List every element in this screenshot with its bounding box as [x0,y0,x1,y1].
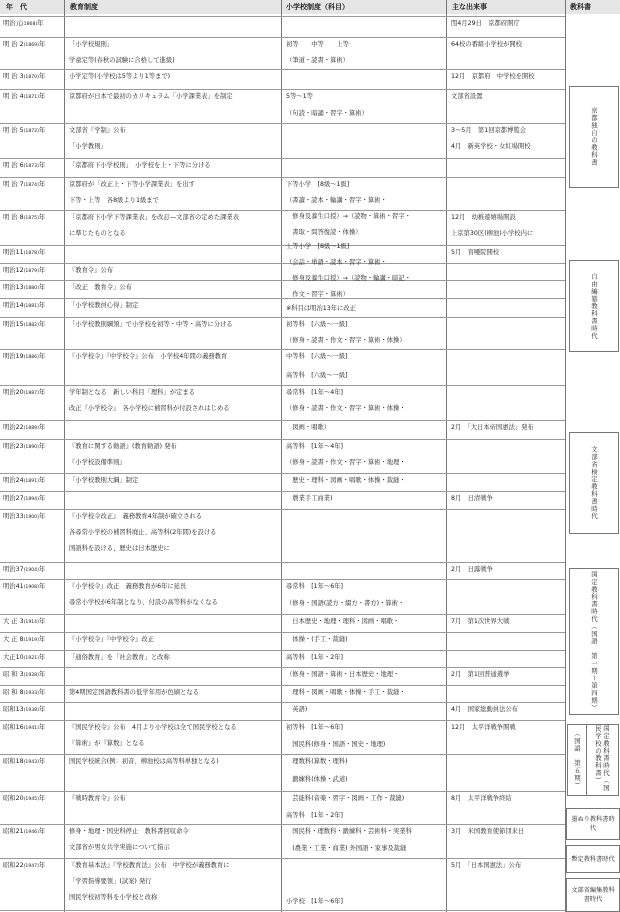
era-suffix: 年 [38,654,46,661]
event-text: 3〜5月 第1回京都博覧会 [451,127,526,134]
row-divider [0,824,565,825]
era-cell [3,284,45,293]
era-name: 明 治 7 [3,181,24,188]
education-text: 『算術』が『算数』となる [69,740,145,747]
shogakko-text: 高等科 [1年・2年] [286,654,344,661]
era-cell [3,162,45,171]
era-name: 明 治 4 [3,93,24,100]
era-cell [3,127,45,136]
era-year: (1941) [23,726,39,731]
era-year: (1947) [23,864,39,869]
header-kyoiku: 教育制度 [70,0,270,14]
era-name: 昭和20 [3,795,24,802]
education-text: 『小学校令』『中学校令』改正 [69,636,155,643]
era-year: (1871) [23,95,39,100]
era-name: 明 治 8 [3,214,24,221]
era-cell [3,654,45,663]
row-divider [0,858,565,859]
era-name: 明治20 [3,389,24,396]
event-text: 5月 「日本国憲法」公布 [451,862,522,869]
era-year: (1874) [23,183,39,188]
era-suffix: 年 [38,424,46,431]
education-text: 「通俗教育」を「社会教育」と改称 [69,654,170,661]
era-year: (1887) [23,391,39,396]
row-divider [0,245,565,246]
shogakko-text: （句読・暗誦・習字・算術） [286,110,368,117]
education-text: 『教育に関する勅語』(教育勅語) 発布 [69,443,177,450]
era-year: (1881) [23,304,39,309]
shogakko-text: （修身・国語(読方・綴方・書方)・算術・ [286,600,405,607]
education-text: 国語科を設ける、歴史は日本歴史に [69,545,170,552]
column-divider [64,0,65,912]
education-text: 「小学教則」 [69,143,107,150]
era-suffix: 年 [38,795,46,802]
shogakko-text: 上等小学 [8級〜1級] [286,243,350,250]
era-year: (1904) [23,568,39,573]
education-text: 『国民学校令』公布 4月より小学校は全て国民学校となる [69,724,237,731]
era-suffix: 年 [38,583,46,590]
textbook-era-label: 暫定教科書時代 [571,855,615,863]
era-name: 昭和13 [3,706,24,713]
era-cell [3,724,45,733]
era-suffix: 年 [38,214,46,221]
era-suffix: 年 [38,284,46,291]
shogakko-text: （修身・読書・作文・習字・算術・地理・ [286,459,406,466]
era-suffix: 年 [38,73,46,80]
row-divider [0,702,565,703]
era-name: 明治19 [3,353,24,360]
event-text: 2月 「大日本帝国憲法」発布 [451,424,534,431]
shogakko-text: （修身・読書・作文・習字・算術・体操） [286,337,406,344]
education-text: 『教育基本法』『学校教育法』公布 中学校が義務教育に [69,862,230,869]
shogakko-text: 芸能科(音楽・習字・図画・工作・裁縫) [286,795,405,802]
era-cell [3,671,45,680]
era-name: 明治37 [3,566,24,573]
era-cell [3,758,45,767]
shogakko-text: 書取・問答復読・体操） [286,229,362,236]
era-suffix: 年 [38,724,46,731]
era-cell [3,267,45,276]
era-year: (1880) [23,286,39,291]
era-cell [3,689,45,698]
textbook-era-label: 国定教科書時代（国語 第一期〜第四期） [590,571,598,712]
education-text: 改正『小学校令』 各小学校に補習科が付設されはじめる [69,405,230,412]
shogakko-text: （修身・読書・作文・習字・算術・体操・ [286,405,406,412]
era-cell [3,477,45,486]
row-divider [0,69,565,70]
era-suffix: 年 [38,689,46,696]
shogakko-text: 体操・(手工・裁縫) [286,636,348,643]
shogakko-text: （筆道・読書・算術） [286,57,349,64]
era-cell [3,618,45,627]
shogakko-text: 農業手工商業) [286,495,333,502]
shogakko-text: 高等科 [1年〜4年] [286,443,344,450]
era-name: 明治33 [3,513,24,520]
row-divider [0,509,565,510]
era-year: (1875) [23,216,39,221]
education-text: 「京都府下小学下等課業表」を改訂―文部省の定めた課業表 [69,214,240,221]
row-divider [0,720,565,721]
shogakko-text: 英語) [286,706,308,713]
education-text: 『小学校設備準則』 [69,459,126,466]
shogakko-text: 5等〜1等 [286,93,313,100]
era-year: (1908) [23,585,39,590]
shogakko-text: 初等科 [六級〜一級] [286,321,348,328]
shogakko-text: （書讀・読本・輪講・習字・算術・ [286,197,387,204]
education-text: 「小学校規則」 [69,41,114,48]
row-divider [0,420,565,421]
row-divider [0,263,565,264]
era-year: (1889) [23,426,39,431]
shogakko-text: 高等科 [1年・2年] [286,812,344,819]
shogakko-text: 鍛練科(体操・武道) [286,776,348,783]
era-year: (1870) [23,75,39,80]
row-divider [0,349,565,350]
era-name: 明治13 [3,284,24,291]
era-cell [3,353,45,362]
textbook-era-label: 国定教科書時代（国民学校の教科書） [594,725,610,792]
table-bottom [0,910,565,911]
era-cell [3,583,45,592]
era-year: (1886) [23,355,39,360]
education-text: 「学習指導要領」(試案) 発行 [69,878,152,885]
education-text: 『戦時教育令』公布 [69,795,126,802]
row-divider [0,473,565,474]
era-name: 昭 和 3 [3,671,24,678]
era-cell [3,41,45,50]
textbook-era-box [569,568,619,715]
era-year: (1919) [23,638,39,643]
education-text: 学童定等(春秋の試験に合格して進級) [69,57,175,64]
shogakko-text: 小学校 [1年〜6年] [286,898,344,905]
education-text: 学年制となる 新しい科目「理科」が定まる [69,389,195,396]
row-divider [0,650,565,651]
event-text: 3月 米国教育使節団来日 [451,828,525,835]
era-cell [3,302,45,311]
textbook-era-label: （国語 第五期） [573,730,581,790]
education-text: 京都府が日本で最初のカリキュラム「小学課業表」を制定 [69,93,233,100]
row-divider [0,280,565,281]
textbook-era-box [569,432,619,534]
shogakko-text: 日本歴史・地理・理科・図画・唱歌・ [286,618,400,625]
textbook-era-box [569,260,619,352]
row-divider [0,754,565,755]
row-divider [0,385,565,386]
era-name: 明 治 5 [3,127,24,134]
era-year: (1933) [23,691,39,696]
era-cell [3,706,45,715]
shogakko-text: 修身及養生口授）→（読物・算術・習字・ [286,213,411,220]
row-divider [0,439,565,440]
education-text: 第4期国定国語教科書の低学年用が色刷となる [69,689,199,696]
era-cell [3,828,45,837]
shogakko-text: 下等小学 [8級〜1級] [286,181,350,188]
shogakko-text: 歴史・理科・図画・唱歌・体操・裁縫・ [286,477,406,484]
header-dekigoto: 主な出来事 [452,0,562,14]
textbook-era-label: 京都独自の教科書 [590,107,598,167]
event-text: 12月 幼稚遊嬉場開設 [451,214,516,221]
textbook-era-box [566,878,620,912]
row-divider [0,123,565,124]
shogakko-text: 国民科・理数科・鍛練科・芸術科・実業科 [286,828,412,835]
era-name: 明治14 [3,302,24,309]
era-name: 大正10 [3,654,24,661]
row-divider [0,491,565,492]
era-year: (1894) [23,497,39,502]
education-text: に準じたものとなる [69,230,126,237]
shogakko-text: 修身及養生口授）→（読物・輪講・暗記・ [286,275,411,282]
era-suffix: 年 [38,618,46,625]
shogakko-text: 図画・唱歌） [286,424,331,431]
education-text: 小学定等(小学校は5等より1等まで) [69,73,171,80]
shogakko-text: 尋常科 [1年〜6年] [286,583,344,590]
education-text: 京都府が「改正上・下等小学課業表」を出す [69,181,195,188]
event-text: 上京第30区(柳池)小学校内に [451,230,534,237]
era-cell [3,214,45,223]
era-year: (1900) [23,515,39,520]
education-text: 『小学校令』改正 義務教育が6年に延長 [69,583,187,590]
era-suffix: 年 [38,267,46,274]
education-text: 下等・上等 各8級より1級まで [69,197,159,204]
era-suffix: 年 [38,566,46,573]
education-text: 「改正 教育令」公布 [69,284,132,291]
education-text: 「京都府下小学校則」 小学校を上・下等に分ける [69,162,211,169]
row-divider [0,579,565,580]
era-name: 大 正 8 [3,636,24,643]
event-text: 12月 京都府 中学校を開校 [451,73,535,80]
era-name: 明 治 2 [3,41,24,48]
era-name: 明治12 [3,267,24,274]
event-text: 7月 第1次世界大戦 [451,618,510,625]
era-year: (1873) [23,164,39,169]
era-suffix: 年 [38,706,46,713]
header-kyokasho: 教科書 [570,0,618,14]
era-cell [3,321,45,330]
row-divider [0,317,565,318]
era-cell [3,495,45,504]
era-suffix: 年 [37,20,44,27]
column-divider [281,0,282,912]
shogakko-text: 尋常科 [1年〜4年] [286,389,344,396]
event-text: 5月 盲唖院開校 [451,249,500,256]
era-year: (1946) [23,830,39,835]
education-text: 『教育令』公布 [69,267,114,274]
event-text: 8月 太平洋戦争終結 [451,795,512,802]
column-divider [446,0,447,912]
era-suffix: 年 [38,443,46,450]
event-text: 12月 太平洋戦争開戦 [451,724,516,731]
event-text: 閏4月29日 京都府開庁 [451,20,520,27]
era-cell [3,389,45,398]
era-cell [3,20,43,29]
shogakko-text: 作文・習字・算術） [286,291,349,298]
era-suffix: 年 [38,302,46,309]
era-year: (1879) [23,269,39,274]
row-divider [0,667,565,668]
event-text: 2月 日露戦争 [451,566,493,573]
row-divider [0,177,565,178]
row-divider [0,632,565,633]
shogakko-text: 理科・図画・唱歌・体操・手工・裁縫・ [286,689,406,696]
row-divider [0,298,565,299]
era-name: 昭和22 [3,862,24,869]
era-cell [3,424,45,433]
event-text: 4月 国家総動員法公布 [451,706,518,713]
era-year: (1868) [21,22,38,27]
event-text: 2月 第1回普通選挙 [451,671,510,678]
textbook-era-box [567,724,587,796]
era-cell [3,249,45,258]
era-suffix: 年 [38,389,46,396]
era-year: (1938) [23,708,39,713]
textbook-era-box [566,808,620,840]
era-name: 昭 和 8 [3,689,24,696]
row-divider [0,158,565,159]
era-year: (1872) [23,129,39,134]
row-divider [0,210,565,211]
textbook-era-label: 文部省検定教科書時代 [590,446,598,520]
era-cell [3,862,45,871]
row-divider [0,562,565,563]
era-name: 明治11 [3,249,24,256]
shogakko-text: 中等科 [六級〜一級] [286,353,348,360]
era-year: (1890) [23,445,39,450]
era-suffix: 年 [38,862,46,869]
event-text: 文部省設置 [451,93,483,100]
shogakko-text: 高等科 [六級〜一級] [286,372,348,379]
era-cell [3,181,45,190]
shogakko-text: （修身・国語・算術・日本歴史・地理・ [286,671,400,678]
textbook-era-box [566,845,620,873]
era-name: 明治27 [3,495,24,502]
education-text: 「小学校教則大綱」制定 [69,477,139,484]
shogakko-text: 国民科(修身・国語・国史・地理) [286,741,386,748]
education-text: 『小学校令改正』 義務教育4年制が確立される [69,513,203,520]
education-text: 各尋常小学校の補習科廃止、高等科(2年間)を設ける [69,529,217,536]
era-suffix: 年 [38,671,46,678]
era-name: 明治41 [3,583,24,590]
era-suffix: 年 [38,495,46,502]
textbook-era-box [585,724,619,796]
era-year: (1869) [23,43,39,48]
era-suffix: 年 [38,477,46,484]
shogakko-text: 初等科 [1年〜6年] [286,724,344,731]
era-suffix: 年 [38,353,46,360]
education-text: 国民学校初等科を小学校と改称 [69,894,158,901]
textbook-era-label: 墨ぬり教科書時代 [571,816,615,832]
era-name: 昭和18 [3,758,24,765]
era-year: (1878) [23,251,39,256]
row-divider [0,614,565,615]
era-year: (1928) [23,673,39,678]
row-divider [0,89,565,90]
event-text: 64校の番組小学校が開校 [451,41,522,48]
era-name: 大 正 3 [3,618,24,625]
textbook-era-label: 自由編纂教科書時代 [590,272,598,340]
era-name: 明治23 [3,443,24,450]
header-nendai: 年 代 [6,0,56,14]
era-cell [3,566,45,575]
row-divider [0,791,565,792]
event-text: 8月 日清戦争 [451,495,493,502]
row-divider [0,16,565,17]
era-name: 明治24 [3,477,24,484]
education-text: 『小学校令』『中学校令』公布 小学校4年間の義務教育 [69,353,228,360]
era-year: (1921) [23,656,39,661]
era-suffix: 年 [38,93,46,100]
column-divider [565,0,566,912]
era-name: 明治22 [3,424,24,431]
education-text: 修身・地理・国史科停止 教科書回収命令 [69,828,189,835]
era-year: (1943) [23,760,39,765]
education-text: 「小学校教則綱領」で小学校を初等・中等・高等に分ける [69,321,233,328]
era-suffix: 年 [38,181,46,188]
shogakko-text: 初等 中等 上等 [286,41,349,48]
row-divider [0,685,565,686]
era-suffix: 年 [38,513,46,520]
era-cell [3,513,45,522]
era-cell [3,73,45,82]
textbook-era-box [569,86,619,188]
education-text: 尋常小学校が6年制となり、付設の高等科がなくなる [69,599,218,606]
education-text: 文部省が男女共学実施について指示 [69,844,170,851]
era-name: 明 治 6 [3,162,24,169]
era-name: 明治15 [3,321,24,328]
shogakko-text: （会話・単語・読本・習字・算術・ [286,259,387,266]
event-text: 4月 新英学校・女紅場開校 [451,143,531,150]
era-cell [3,636,45,645]
era-suffix: 年 [38,127,46,134]
era-year: (1882) [23,323,39,328]
era-name: 昭和21 [3,828,24,835]
era-suffix: 年 [38,758,46,765]
era-suffix: 年 [38,321,46,328]
era-name: 明 治 3 [3,73,24,80]
shogakko-text: 理数科(算数・理科) [286,758,348,765]
shogakko-text: ※科目は明治13年に改正 [286,305,356,312]
era-suffix: 年 [38,162,46,169]
era-suffix: 年 [38,249,46,256]
era-name: 昭和16 [3,724,24,731]
header-shogakko: 小学校制度（科目） [286,0,436,14]
education-text: 国民学校統合(例：初音、柳池校は高等科単独となる) [69,758,219,765]
era-suffix: 年 [38,636,46,643]
shogakko-text: (農業・工業・商業) 外国語・家事及裁縫 [286,845,407,852]
era-cell [3,443,45,452]
era-year: (1945) [23,797,39,802]
education-text: 文部省『学制』公布 [69,127,126,134]
era-suffix: 年 [38,41,46,48]
era-name: 明治元 [3,20,22,27]
row-divider [0,37,565,38]
education-text: 「小学校教員心得」制定 [69,302,139,309]
era-year: (1914) [23,620,39,625]
era-year: (1891) [23,479,39,484]
era-suffix: 年 [38,828,46,835]
era-cell [3,93,45,102]
era-cell [3,795,45,804]
textbook-era-label: 文部省編集教科書時代 [571,887,615,903]
